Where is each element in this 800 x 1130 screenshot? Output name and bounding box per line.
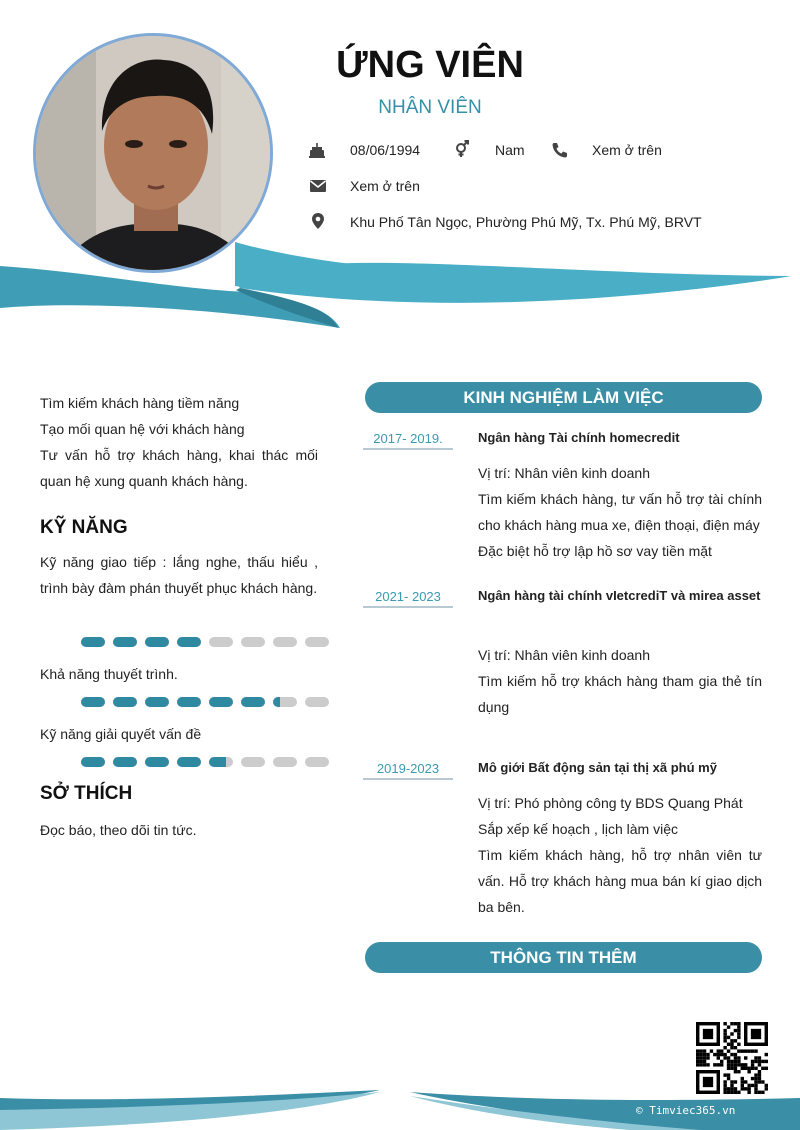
job-date: 2017- 2019.	[363, 431, 453, 450]
envelope-icon	[309, 177, 327, 195]
experience-heading: KINH NGHIỆM LÀM VIỆC	[365, 382, 762, 413]
extra-info-heading: THÔNG TIN THÊM	[365, 942, 762, 973]
skill-rating-dot	[81, 637, 105, 647]
skill-rating-bar	[81, 697, 329, 707]
job-date: 2021- 2023	[363, 589, 453, 608]
candidate-position: NHÂN VIÊN	[378, 97, 482, 118]
job-detail: Vị trí: Phó phòng công ty BDS Quang Phát	[478, 795, 743, 811]
skill-rating-dot	[81, 697, 105, 707]
skill-rating-dot	[241, 757, 265, 767]
skill-rating-dot	[145, 637, 169, 647]
skills-heading: KỸ NĂNG	[40, 517, 128, 538]
job-detail: Vị trí: Nhân viên kinh doanh	[478, 465, 650, 481]
skill-rating-dot	[113, 697, 137, 707]
phone-icon	[551, 141, 569, 159]
job-description	[478, 642, 762, 720]
phone-text: Xem ở trên	[592, 142, 662, 158]
skill-rating-dot	[273, 637, 297, 647]
address-text: Khu Phố Tân Ngọc, Phường Phú Mỹ, Tx. Phú Mỹ, BRVT	[350, 214, 702, 230]
skill-rating-dot	[81, 757, 105, 767]
job-description	[478, 790, 762, 920]
skill-label: Kỹ năng giao tiếp : lắng nghe, thấu hiểu , trình bày đàm phán thuyết phục khách hàng.	[40, 554, 318, 596]
job-company: Mô giới Bất động sản tại thị xã phú mỹ	[478, 760, 717, 775]
birthday-text: 08/06/1994	[350, 142, 421, 158]
job-detail: Tìm kiếm khách hàng, tư vấn hỗ trợ tài chính cho khách hàng mua xe, điện thoại, điện máy	[478, 491, 762, 533]
job-date: 2019-2023	[363, 761, 453, 780]
job-detail: Sắp xếp kế hoạch , lịch làm việc	[478, 821, 678, 837]
skill-label: Khả năng thuyết trình.	[40, 666, 178, 682]
job-detail: Tìm kiếm khách hàng, hỗ trợ nhân viên tư vấn. Hỗ trợ khách hàng mua bán kí giao dịch ba bên.	[478, 847, 762, 915]
skill-rating-bar	[81, 637, 329, 647]
objective-line: Tư vấn hỗ trợ khách hàng, khai thác mối quan hệ xung quanh khách hàng.	[40, 447, 318, 489]
hobbies-text: Đọc báo, theo dõi tin tức.	[40, 822, 197, 838]
job-description	[478, 460, 762, 564]
job-detail: Vị trí: Nhân viên kinh doanh	[478, 647, 650, 663]
career-objective	[40, 390, 318, 494]
candidate-name: ỨNG VIÊN	[336, 44, 524, 86]
skill-rating-dot	[209, 637, 233, 647]
avatar	[33, 33, 273, 273]
email-text: Xem ở trên	[350, 178, 420, 194]
job-detail: Tìm kiếm hỗ trợ khách hàng tham gia thẻ tín dụng	[478, 673, 762, 715]
skill-rating-bar	[81, 757, 329, 767]
qr-code	[696, 1022, 768, 1094]
skill-rating-dot	[177, 697, 201, 707]
skill-rating-dot	[209, 757, 233, 767]
gender-icon	[453, 140, 471, 158]
skill-rating-dot	[177, 757, 201, 767]
gender-text: Nam	[495, 142, 525, 158]
objective-line: Tìm kiếm khách hàng tiềm năng	[40, 395, 240, 411]
skill-rating-dot	[273, 757, 297, 767]
skill-rating-dot	[305, 697, 329, 707]
skill-rating-dot	[177, 637, 201, 647]
copyright-watermark: © Timviec365.vn	[636, 1104, 736, 1117]
skill-label: Kỹ năng giải quyết vấn đề	[40, 726, 202, 742]
skill-rating-dot	[273, 697, 297, 707]
skill-rating-dot	[145, 697, 169, 707]
skill-rating-dot	[209, 697, 233, 707]
skill-rating-dot	[305, 637, 329, 647]
job-company: Ngân hàng Tài chính homecredit	[478, 430, 680, 445]
skill-rating-dot	[113, 637, 137, 647]
skill-rating-dot	[113, 757, 137, 767]
job-company: Ngân hàng tài chính vIetcrediT và mirea asset	[478, 588, 761, 603]
hobbies-heading: SỞ THÍCH	[40, 783, 133, 804]
skill-rating-dot	[145, 757, 169, 767]
skill-rating-dot	[241, 697, 265, 707]
cake-icon	[308, 141, 326, 159]
skill-rating-dot	[305, 757, 329, 767]
job-detail: Đặc biệt hỗ trợ lập hồ sơ vay tiền mặt	[478, 543, 712, 559]
objective-line: Tạo mối quan hệ với khách hàng	[40, 421, 245, 437]
map-pin-icon	[309, 212, 327, 230]
skill-rating-dot	[241, 637, 265, 647]
